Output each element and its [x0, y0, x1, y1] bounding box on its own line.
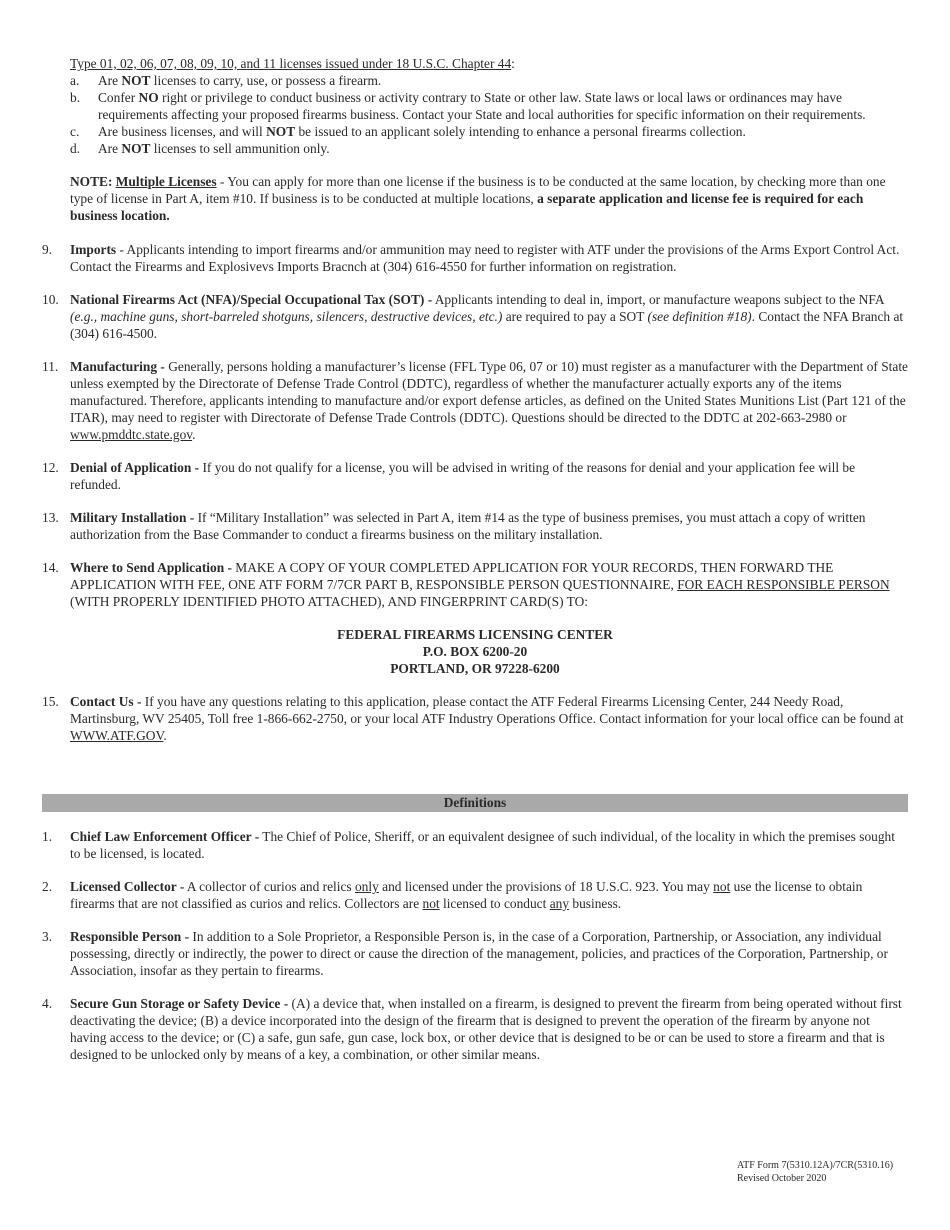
address-line-3: PORTLAND, OR 97228-6200 [390, 661, 560, 676]
note-label: NOTE: [70, 174, 116, 189]
item-bold: NOT [266, 124, 296, 139]
item-italic: (see definition #18) [647, 309, 752, 324]
item-title: Chief Law Enforcement Officer - [70, 829, 260, 844]
item-number: 13. [42, 510, 59, 525]
list-letter: a. [70, 73, 80, 88]
item-title: Imports [70, 242, 117, 257]
item-text: A collector of curios and relics [184, 879, 355, 894]
list-letter: d. [70, 141, 81, 156]
item-underlined: any [549, 896, 570, 911]
item-text: Applicants intending to deal in, import, or manufacture weapons subject to the NFA [432, 292, 884, 307]
list-item-c [42, 123, 908, 140]
item-number: 15. [42, 694, 59, 709]
item-title: Contact Us - [70, 694, 142, 709]
item-underlined: not [713, 879, 731, 894]
types-heading-colon: : [511, 56, 515, 71]
mailing-address [42, 626, 908, 677]
item-number: 12. [42, 460, 59, 475]
definitions-header: Definitions [42, 794, 908, 812]
definition-2 [42, 878, 908, 912]
item-text: licensed to conduct [439, 896, 550, 911]
item-text: . Contact the NFA Branch at (304) 616-4500. [70, 309, 904, 341]
note-bold-text: a separate application and license fee is required for each business location. [70, 191, 864, 223]
item-text: In addition to a Sole Proprietor, a Responsible Person is, in the case of a Corporation, Partnership, or Association, any individual possessing, directly or indirectly, the power to direct or cause the direction of the management, policies, and practices of the Corporation, Partnership, or Association, insofar as they pertain to firearms. [70, 929, 888, 978]
item-10-nfa [42, 291, 908, 342]
item-number: 11. [42, 359, 59, 374]
item-bold: NOT [121, 73, 151, 88]
address-line-1: FEDERAL FIREARMS LICENSING CENTER [337, 627, 613, 642]
item-text: licenses to sell ammunition only. [150, 141, 330, 156]
item-title: Military Installation - [70, 510, 195, 525]
note-label-underlined: Multiple Licenses [115, 174, 217, 189]
list-letter: b. [70, 90, 81, 105]
list-item-d [42, 140, 908, 157]
item-text: - Applicants intending to import firearms and/or ammunition may need to register with ATF under the provisions of the Arms Export Control Act. Contact the Firearms and Explosivevs Imports Bracnch at (304) 616-4550 for further information on registration. [70, 242, 900, 274]
item-text: use the license to obtain firearms that are not classified as curios and relics. Collectors are [70, 879, 863, 911]
item-number: 14. [42, 560, 59, 575]
types-heading-text: Type 01, 02, 06, 07, 08, 09, 10, and 11 licenses issued under 18 U.S.C. Chapter 44 [70, 56, 512, 71]
item-text: licenses to carry, use, or possess a firearm. [150, 73, 382, 88]
item-text: . [163, 728, 167, 743]
item-text: Are [98, 73, 122, 88]
types-heading [70, 55, 908, 72]
item-text: Generally, persons holding a manufacturer’s license (FFL Type 06, 07 or 10) must register as a manufacturer with the Department of State unless exempted by the Directorate of Defense Trade Control (DDTC), regardless of whether the manufacturer actually exports any of the items manufactured. Therefore, applicants intending to manufacture and/or export defense articles, as defined on the United States Munitions List (Part 121 of the ITAR), may need to register with Directorate of Defense Trade Controls (DDTC). Questions should be directed to the DDTC at 202-663-2980 or [70, 359, 908, 425]
form-footer [737, 1160, 893, 1185]
item-11-manufacturing [42, 358, 908, 443]
item-title: National Firearms Act (NFA)/Special Occupational Tax (SOT) - [70, 292, 433, 307]
item-title: Denial of Application - [70, 460, 200, 475]
item-text: Are [98, 141, 122, 156]
item-13-military [42, 509, 908, 543]
item-title: Secure Gun Storage or Safety Device - [70, 996, 289, 1011]
item-text: be issued to an applicant solely intending to enhance a personal firearms collection. [295, 124, 746, 139]
item-text: Are business licenses, and will [98, 124, 267, 139]
item-text: The Chief of Police, Sheriff, or an equivalent designee of such individual, of the locality in which the premises sought to be licensed, is located. [70, 829, 895, 861]
item-italic: (e.g., machine guns, short-barreled shotguns, silencers, destructive devices, etc.) [70, 309, 503, 324]
item-number: 3. [42, 929, 53, 944]
definition-3 [42, 928, 908, 979]
definition-4 [42, 995, 908, 1063]
list-letter: c. [70, 124, 80, 139]
item-underlined: FOR EACH RESPONSIBLE PERSON [677, 577, 890, 592]
note-multiple-licenses [70, 173, 908, 224]
item-underlined: only [354, 879, 379, 894]
item-underlined: not [422, 896, 440, 911]
ddtc-link[interactable]: www.pmddtc.state.gov [70, 427, 193, 442]
item-9-imports [42, 241, 908, 275]
item-number: 1. [42, 829, 53, 844]
item-number: 2. [42, 879, 53, 894]
item-14-where-to-send [42, 559, 908, 610]
item-text: If you do not qualify for a license, you will be advised in writing of the reasons for denial and your application fee will be refunded. [70, 460, 856, 492]
item-text: and licensed under the provisions of 18 U.S.C. 923. You may [378, 879, 714, 894]
item-15-contact [42, 693, 908, 744]
item-12-denial [42, 459, 908, 493]
item-number: 4. [42, 996, 53, 1011]
item-title: Licensed Collector - [70, 879, 185, 894]
item-number: 10. [42, 292, 59, 307]
item-text: . [192, 427, 196, 442]
address-line-2: P.O. BOX 6200-20 [422, 644, 528, 659]
item-text: (A) a device that, when installed on a firearm, is designed to prevent the firearm from being operated without first deactivating the device; (B) a device incorporated into the design of the firearm that is designed to prevent the operation of the firearm by anyone not having access to the device; or (C) a safe, gun safe, gun case, lock box, or other device that is designed to be or can be used to store a firearm and that is designed to be unlocked only by means of a key, a combination, or other similar means. [70, 996, 902, 1062]
item-bold: NOT [121, 141, 151, 156]
note-text: - You can apply for more than one license if the business is to be conducted at the same location, by checking more than one type of license in Part A, item #10. If business is to be conducted at multiple locations, [70, 174, 886, 206]
item-text: Confer [98, 90, 139, 105]
item-text: are required to pay a SOT [502, 309, 648, 324]
definition-1 [42, 828, 908, 862]
item-number: 9. [42, 242, 53, 257]
item-title: Where to Send Application - [70, 560, 232, 575]
list-item-b [42, 89, 908, 123]
revision-date: Revised October 2020 [737, 1172, 827, 1184]
item-title: Manufacturing - [70, 359, 165, 374]
item-text: If “Military Installation” was selected in Part A, item #14 as the type of business premises, you must attach a copy of written authorization from the Base Commander to conduct a firearms business on the military installation. [70, 510, 866, 542]
item-text: right or privilege to conduct business or activity contrary to State or other law. State laws or local laws or ordinances may have requirements affecting your proposed firearms business. Contact your State and local authorities for specific information on their requirements. [98, 90, 866, 122]
atf-link[interactable]: WWW.ATF.GOV [70, 728, 164, 743]
list-item-a [42, 72, 908, 89]
item-text: MAKE A COPY OF YOUR COMPLETED APPLICATION FOR YOUR RECORDS, THEN FORWARD THE APPLICATION WITH FEE, ONE ATF FORM 7/7CR PART B, RESPONSIBLE PERSON QUESTIONNAIRE, [70, 560, 834, 592]
item-text: (WITH PROPERLY IDENTIFIED PHOTO ATTACHED), AND FINGERPRINT CARD(S) TO: [70, 594, 588, 609]
item-text: If you have any questions relating to this application, please contact the ATF Federal Firearms Licensing Center, 244 Needy Road, Martinsburg, WV 25405, Toll free 1-866-662-2750, or your local ATF Industry Operations Office. Contact information for your local office can be found at [70, 694, 904, 726]
item-text: business. [569, 896, 622, 911]
item-bold: NO [138, 90, 159, 105]
item-title: Responsible Person - [70, 929, 190, 944]
form-number: ATF Form 7(5310.12A)/7CR(5310.16) [737, 1160, 894, 1171]
document-page [42, 55, 908, 1063]
